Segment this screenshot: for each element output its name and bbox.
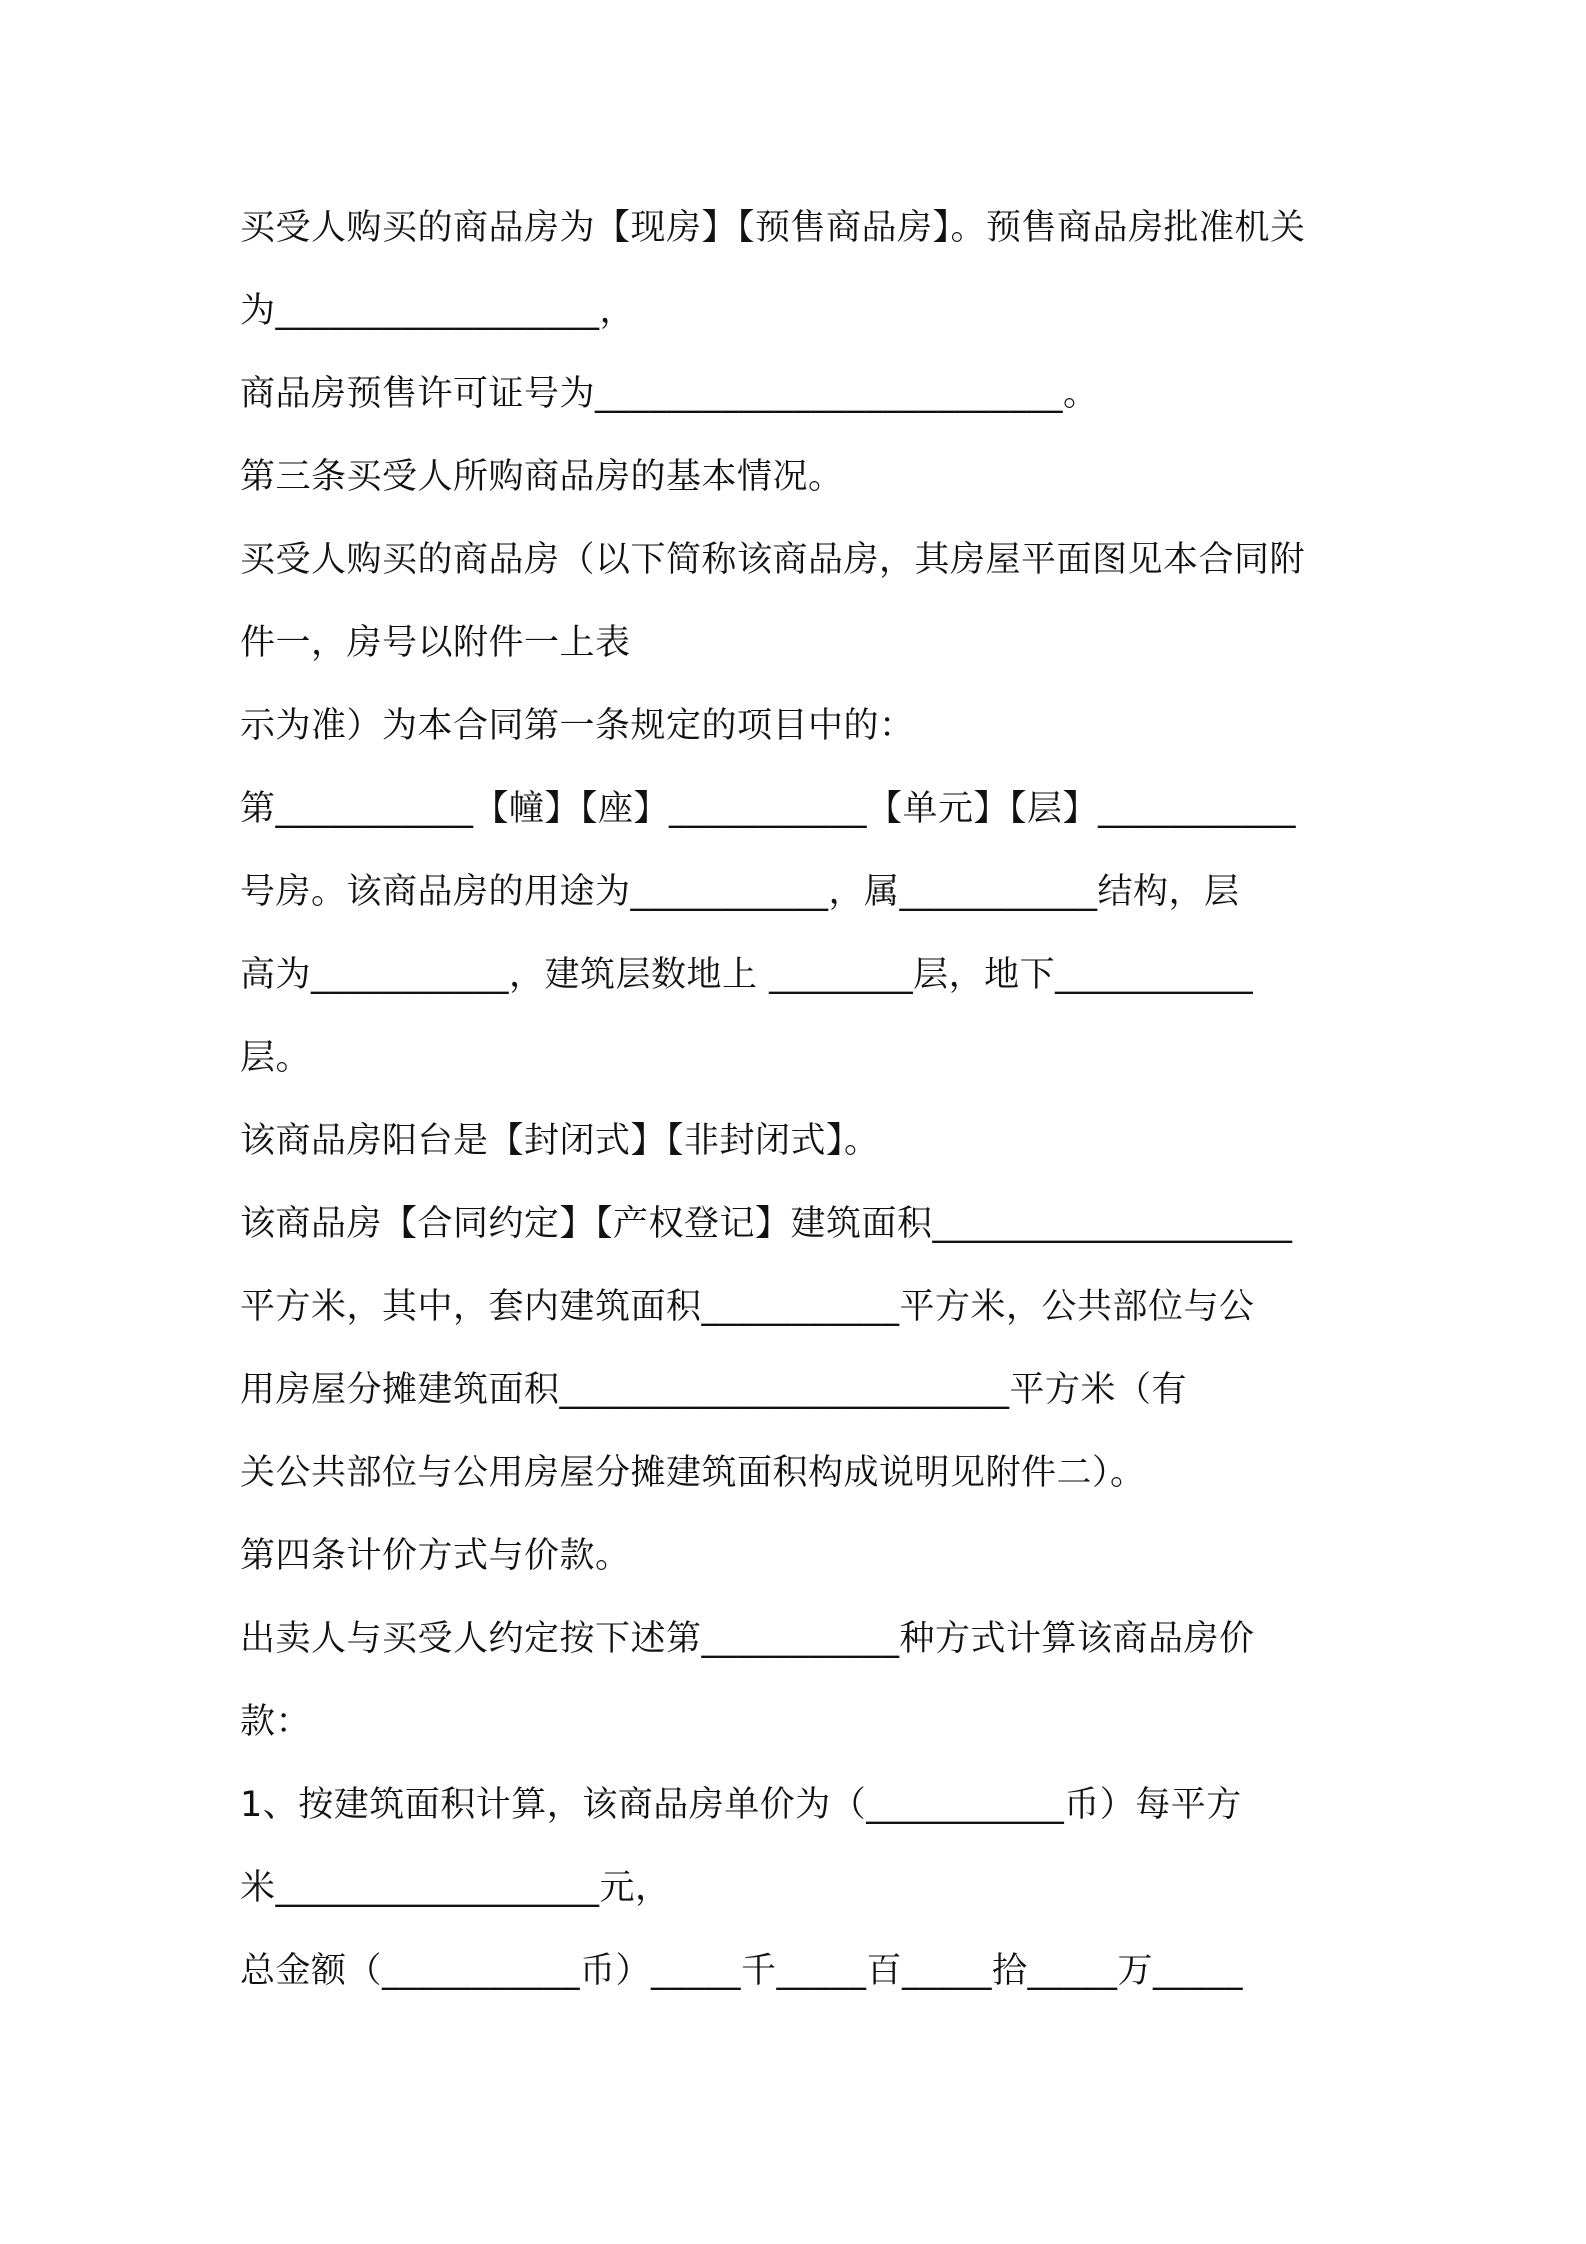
text-line: 该商品房【合同约定】【产权登记】建筑面积____________________	[240, 1204, 1293, 1244]
text-line: 商品房预售许可证号为__________________________。	[240, 374, 1099, 414]
text-line: 件一，房号以附件一上表	[240, 623, 631, 663]
text-line: 出卖人与买受人约定按下述第___________种方式计算该商品房价	[240, 1619, 1255, 1659]
text-line: 关公共部位与公用房屋分摊建筑面积构成说明见附件二）。	[240, 1453, 1146, 1493]
text-line: 买受人购买的商品房为【现房】【预售商品房】。预售商品房批准机关	[240, 208, 1306, 248]
text-line: 平方米，其中，套内建筑面积___________平方米，公共部位与公	[240, 1287, 1255, 1327]
text-line: 款：	[240, 1702, 312, 1742]
text-line: 号房。该商品房的用途为___________，属___________结构，层	[240, 872, 1240, 912]
text-line: 1、按建筑面积计算，该商品房单价为（___________币）每平方	[240, 1785, 1242, 1825]
text-line: 米__________________元，	[240, 1868, 671, 1908]
text-line: 第___________【幢】【座】___________【单元】【层】___________	[240, 789, 1297, 829]
text-line: 用房屋分摊建筑面积_________________________平方米（有	[240, 1370, 1188, 1410]
text-line: 总金额（___________币）_____千_____百_____拾_____万_____	[240, 1951, 1244, 1991]
text-line: 该商品房阳台是【封闭式】【非封闭式】。	[240, 1121, 880, 1161]
text-line: 第三条买受人所购商品房的基本情况。	[240, 457, 844, 497]
text-line: 高为___________，建筑层数地上 ________层，地下___________	[240, 955, 1254, 995]
text-line: 买受人购买的商品房（以下简称该商品房，其房屋平面图见本合同附	[240, 540, 1306, 580]
text-line: 示为准）为本合同第一条规定的项目中的：	[240, 706, 915, 746]
text-line: 第四条计价方式与价款。	[240, 1536, 631, 1576]
text-line: 层。	[240, 1038, 312, 1078]
text-line: 为__________________，	[240, 291, 636, 331]
